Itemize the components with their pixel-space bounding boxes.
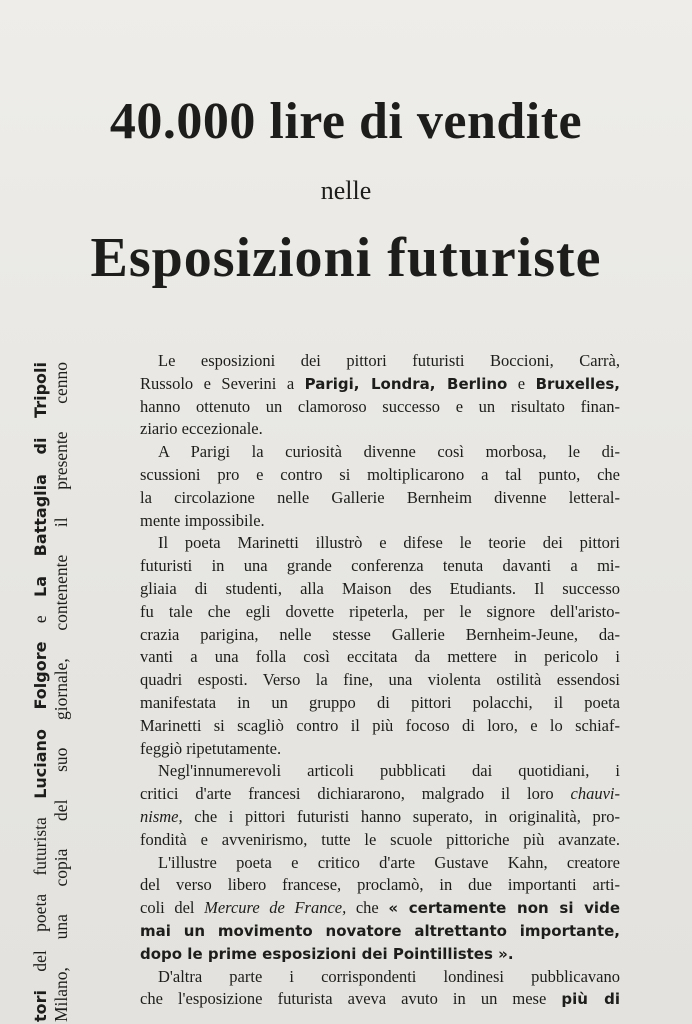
bold-text: Parigi, Londra, Berlino <box>304 374 508 393</box>
bold-text: Bruxelles, <box>535 374 620 393</box>
text-line <box>140 624 620 647</box>
text-line <box>140 669 620 692</box>
text-segment: che i pittori futuristi hanno superato, in originalità, pro- <box>182 806 620 826</box>
text-line <box>140 418 620 441</box>
text-line <box>140 829 620 852</box>
text-line <box>140 738 620 761</box>
text-segment: Il poeta Marinetti illustrò e difese le teorie dei pittori <box>158 533 620 553</box>
headline-connector: nelle <box>320 176 372 205</box>
text-line <box>140 966 620 989</box>
text-line <box>140 601 620 624</box>
text-line <box>140 532 620 555</box>
text-line <box>140 555 620 578</box>
text-segment: manifestata in un gruppo di pittori polacchi, il poeta <box>140 692 620 712</box>
text-line <box>140 692 620 715</box>
text-segment: fondità e avvenirismo, tutte le scuole pittoriche più avanzate. <box>140 829 620 849</box>
text-line <box>140 988 620 1011</box>
text-segment: e <box>30 596 50 642</box>
text-segment: hanno ottenuto un clamoroso successo e un risultato finan- <box>140 396 620 416</box>
text-line <box>140 783 620 806</box>
headline: 40.000 lire di vendite <box>109 93 583 150</box>
text-line <box>140 373 620 396</box>
text-segment: mente impossibile. <box>140 510 265 530</box>
bold-text: Luciano Folgore <box>31 641 50 799</box>
text-segment: ziario eccezionale. <box>140 419 263 439</box>
text-segment: Milano, una copia del suo giornale, contenente il presente cenno <box>51 362 71 1022</box>
text-segment: D'altra parte i corrispondenti londinesi pubblicavano <box>158 966 620 986</box>
text-line <box>140 487 620 510</box>
bold-text: dopo le prime esposizioni dei Pointillistes ». <box>140 944 514 963</box>
text-segment: Negl'innumerevoli articoli pubblicati dai quotidiani, i <box>158 761 620 781</box>
text-segment: e <box>507 373 536 393</box>
text-line <box>140 852 620 875</box>
text-segment: scussioni pro e contro si moltiplicarono a tal punto, che <box>140 464 620 484</box>
text-line <box>140 350 620 373</box>
text-segment: che <box>346 898 389 918</box>
text-segment: la circolazione nelle Gallerie Bernheim divenne letteral- <box>140 487 620 507</box>
text-line <box>140 760 620 783</box>
text-line <box>51 362 72 1022</box>
italic-text: Mercure de France, <box>204 898 347 918</box>
text-segment: crazia parigina, nelle stesse Gallerie Bernheim-Jeune, da- <box>140 624 620 644</box>
text-line <box>140 897 620 920</box>
text-segment: A Parigi la curiosità divenne così morbosa, le di- <box>158 442 620 462</box>
text-line <box>140 715 620 738</box>
text-line <box>140 920 620 943</box>
text-line <box>140 806 620 829</box>
text-line <box>30 362 51 1022</box>
vertical-margin-text <box>30 362 72 1022</box>
text-segment: feggiò ripetutamente. <box>140 738 282 758</box>
text-line <box>140 441 620 464</box>
text-line <box>140 510 620 533</box>
text-segment: del verso libero francese, proclamò, in due importanti arti- <box>140 875 620 895</box>
text-segment: che l'esposizione futurista aveva avuto in un mese <box>140 989 562 1009</box>
bold-text: mai un movimento novatore altrettanto importante, <box>140 921 620 940</box>
bold-text: La Battaglia di Tripoli <box>31 362 50 597</box>
text-segment: del poeta futurista <box>30 798 50 990</box>
text-segment: vanti a una folla così eccitata da mettere in pericolo i <box>140 647 620 667</box>
text-segment: critici d'arte francesi dichiararono, malgrado il loro <box>140 784 571 804</box>
headline-subject: Esposizioni futuriste <box>90 227 602 289</box>
article-body <box>140 350 620 1011</box>
text-segment: fu tale che egli dovette ripeterla, per le signore dell'aristo- <box>140 601 620 621</box>
text-line <box>140 578 620 601</box>
text-line <box>140 646 620 669</box>
text-segment: gliaia di studenti, alla Maison des Etudiants. Il successo <box>140 578 620 598</box>
text-segment: quadri esposti. Verso la fine, una violenta ostilità essendosi <box>140 670 620 690</box>
bold-text: più di <box>561 990 620 1009</box>
bold-text: « certamente non si vide <box>388 899 620 918</box>
italic-text: nisme, <box>140 806 183 826</box>
text-segment: Marinetti si scagliò contro il più focoso di loro, e lo schiaf- <box>140 715 620 735</box>
text-segment: Le esposizioni dei pittori futuristi Boccioni, Carrà, <box>158 351 620 370</box>
text-segment: coli del <box>140 898 205 918</box>
text-segment: Russolo e Severini a <box>140 373 305 393</box>
text-segment: futuristi in una grande conferenza tenuta davanti a mi- <box>140 556 620 576</box>
text-line <box>140 943 620 966</box>
text-segment: L'illustre poeta e critico d'arte Gustave Kahn, creatore <box>158 852 620 872</box>
text-line <box>140 464 620 487</box>
italic-text: chauvi- <box>570 784 620 804</box>
bold-text: tori <box>31 989 50 1022</box>
text-line <box>140 874 620 897</box>
text-line <box>140 396 620 419</box>
